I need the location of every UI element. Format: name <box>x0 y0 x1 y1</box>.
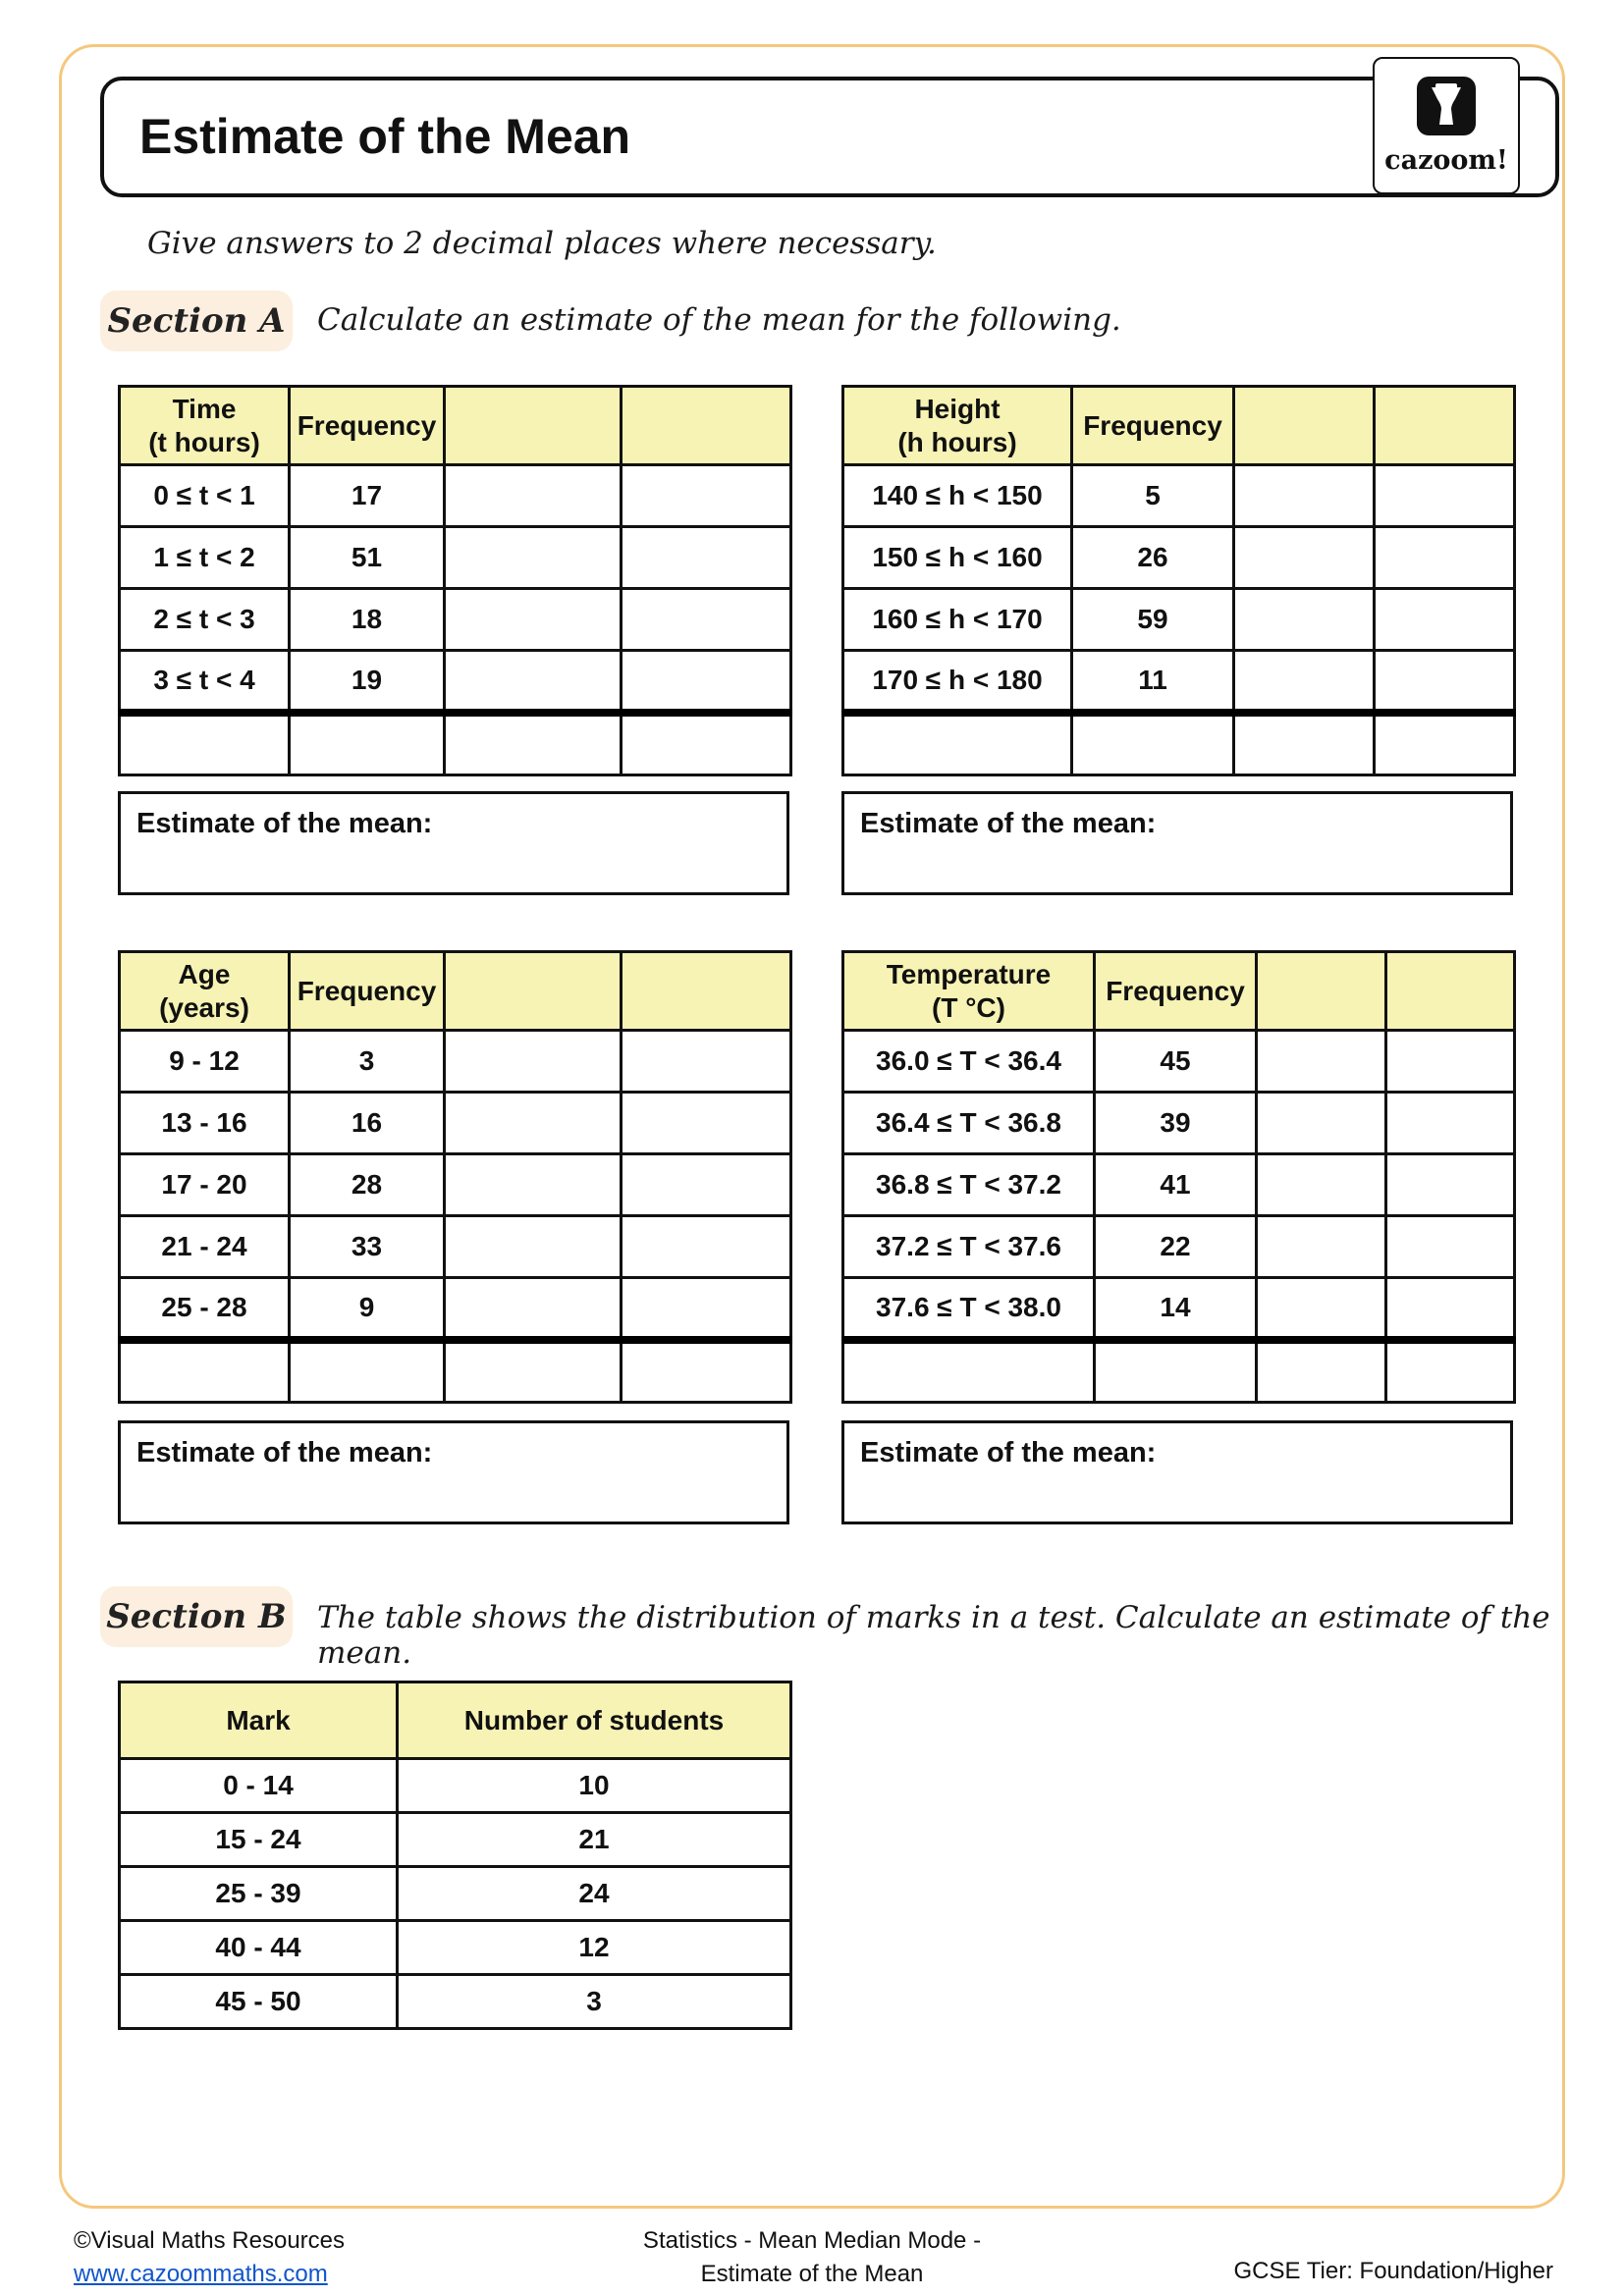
class-interval-cell: 13 - 16 <box>120 1093 290 1154</box>
table-row <box>843 1278 1515 1340</box>
blank-cell <box>1375 465 1515 527</box>
column-header-blank <box>622 387 791 465</box>
column-header-blank <box>1234 387 1375 465</box>
blank-cell <box>622 465 791 527</box>
frequency-cell: 59 <box>1072 589 1234 651</box>
blank-cell <box>1234 651 1375 713</box>
class-interval-cell: 40 - 44 <box>120 1921 398 1975</box>
blank-cell <box>843 713 1072 775</box>
blank-cell <box>1234 589 1375 651</box>
blank-cell <box>622 1031 791 1093</box>
blank-cell <box>445 1278 622 1340</box>
blank-cell <box>1257 1093 1386 1154</box>
blank-cell <box>1386 1093 1515 1154</box>
table-row <box>843 1154 1515 1216</box>
class-interval-cell: 21 - 24 <box>120 1216 290 1278</box>
column-header-blank <box>1257 952 1386 1031</box>
blank-cell <box>445 713 622 775</box>
frequency-cell: 33 <box>290 1216 445 1278</box>
column-header: Number of students <box>398 1682 791 1759</box>
table-row <box>120 651 791 713</box>
footer-center-line1: Statistics - Mean Median Mode - <box>642 2227 982 2254</box>
table-row <box>120 1975 791 2029</box>
class-interval-cell: 45 - 50 <box>120 1975 398 2029</box>
frequency-cell: 45 <box>1095 1031 1257 1093</box>
blank-cell <box>622 651 791 713</box>
frequency-cell: 9 <box>290 1278 445 1340</box>
column-header-blank <box>1375 387 1515 465</box>
blank-cell <box>1257 1154 1386 1216</box>
frequency-cell: 17 <box>290 465 445 527</box>
table-row <box>120 1759 791 1813</box>
blank-cell <box>1234 465 1375 527</box>
frequency-cell: 3 <box>398 1975 791 2029</box>
table-row <box>843 1216 1515 1278</box>
blank-cell <box>1257 1340 1386 1403</box>
blank-cell <box>445 1031 622 1093</box>
frequency-cell: 24 <box>398 1867 791 1921</box>
estimate-label: Estimate of the mean: <box>860 1437 1157 1468</box>
table-row <box>120 1154 791 1216</box>
table-row <box>120 465 791 527</box>
header-row <box>843 387 1515 465</box>
table-row <box>843 1031 1515 1093</box>
footer-link[interactable]: www.cazoommaths.com <box>74 2261 328 2287</box>
frequency-cell: 14 <box>1095 1278 1257 1340</box>
blank-cell <box>445 465 622 527</box>
blank-cell <box>445 1216 622 1278</box>
totals-row <box>120 1340 791 1403</box>
class-interval-cell: 37.6 ≤ T < 38.0 <box>843 1278 1095 1340</box>
class-interval-cell: 150 ≤ h < 160 <box>843 527 1072 589</box>
class-interval-cell: 0 ≤ t < 1 <box>120 465 290 527</box>
title-box <box>100 77 1559 197</box>
totals-row <box>843 1340 1515 1403</box>
frequency-cell: 12 <box>398 1921 791 1975</box>
frequency-table-temperature <box>841 950 1516 1404</box>
frequency-table-age <box>118 950 792 1404</box>
column-header-blank <box>622 952 791 1031</box>
table-row <box>843 1093 1515 1154</box>
blank-cell <box>1234 713 1375 775</box>
frequency-cell: 51 <box>290 527 445 589</box>
class-interval-cell: 1 ≤ t < 2 <box>120 527 290 589</box>
table-row <box>120 1813 791 1867</box>
footer-center <box>643 2224 981 2291</box>
footer-copyright: ©Visual Maths Resources <box>74 2227 346 2254</box>
class-interval-cell: 160 ≤ h < 170 <box>843 589 1072 651</box>
table-row <box>120 1921 791 1975</box>
table-row <box>120 1031 791 1093</box>
blank-cell <box>622 1340 791 1403</box>
estimate-box-temperature <box>841 1420 1513 1524</box>
frequency-table-height <box>841 385 1516 776</box>
blank-cell <box>1386 1154 1515 1216</box>
blank-cell <box>622 527 791 589</box>
table-row <box>843 589 1515 651</box>
blank-cell <box>843 1340 1095 1403</box>
frequency-cell: 39 <box>1095 1093 1257 1154</box>
cazoom-wordmark: cazoom! <box>1384 145 1508 176</box>
class-interval-cell: 9 - 12 <box>120 1031 290 1093</box>
blank-cell <box>622 1216 791 1278</box>
blank-cell <box>622 713 791 775</box>
blank-cell <box>1257 1031 1386 1093</box>
class-interval-cell: 25 - 28 <box>120 1278 290 1340</box>
column-header: Frequency <box>290 387 445 465</box>
column-header: Frequency <box>1095 952 1257 1031</box>
blank-cell <box>445 1154 622 1216</box>
column-header: Time (t hours) <box>120 387 290 465</box>
estimate-label: Estimate of the mean: <box>136 808 433 839</box>
cazoom-logo <box>1373 57 1520 194</box>
estimate-label: Estimate of the mean: <box>136 1437 433 1468</box>
column-header-blank <box>445 387 622 465</box>
column-header: Frequency <box>290 952 445 1031</box>
blank-cell <box>445 651 622 713</box>
column-header: Frequency <box>1072 387 1234 465</box>
class-interval-cell: 170 ≤ h < 180 <box>843 651 1072 713</box>
blank-cell <box>1375 589 1515 651</box>
footer-tier: GCSE Tier: Foundation/Higher <box>1233 2258 1553 2284</box>
class-interval-cell: 36.8 ≤ T < 37.2 <box>843 1154 1095 1216</box>
frequency-table-time <box>118 385 792 776</box>
frequency-cell: 3 <box>290 1031 445 1093</box>
blank-cell <box>622 589 791 651</box>
page-title: Estimate of the Mean <box>139 109 631 164</box>
class-interval-cell: 36.0 ≤ T < 36.4 <box>843 1031 1095 1093</box>
estimate-box-time <box>118 791 789 895</box>
totals-row <box>843 713 1515 775</box>
instruction-text: Give answers to 2 decimal places where necessary. <box>147 226 937 261</box>
header-row <box>120 952 791 1031</box>
blank-cell <box>445 589 622 651</box>
header-row <box>120 1682 791 1759</box>
frequency-cell: 11 <box>1072 651 1234 713</box>
blank-cell <box>1257 1278 1386 1340</box>
estimate-box-age <box>118 1420 789 1524</box>
table-row <box>843 651 1515 713</box>
blank-cell <box>1257 1216 1386 1278</box>
footer-copyright-block <box>74 2224 345 2291</box>
class-interval-cell: 37.2 ≤ T < 37.6 <box>843 1216 1095 1278</box>
estimate-label: Estimate of the mean: <box>860 808 1157 839</box>
class-interval-cell: 15 - 24 <box>120 1813 398 1867</box>
frequency-cell: 5 <box>1072 465 1234 527</box>
table-row <box>843 465 1515 527</box>
blank-cell <box>1386 1031 1515 1093</box>
blank-cell <box>1386 1216 1515 1278</box>
class-interval-cell: 3 ≤ t < 4 <box>120 651 290 713</box>
frequency-cell: 16 <box>290 1093 445 1154</box>
section-a-label: Section A <box>100 291 293 351</box>
column-header-blank <box>445 952 622 1031</box>
table-row <box>120 1093 791 1154</box>
cazoom-icon <box>1416 76 1477 141</box>
table-row <box>120 589 791 651</box>
class-interval-cell: 0 - 14 <box>120 1759 398 1813</box>
frequency-cell: 41 <box>1095 1154 1257 1216</box>
frequency-cell: 21 <box>398 1813 791 1867</box>
header-row <box>843 952 1515 1031</box>
table-row <box>120 527 791 589</box>
frequency-cell: 19 <box>290 651 445 713</box>
section-a-prompt: Calculate an estimate of the mean for the following. <box>317 302 1121 338</box>
section-b-label: Section B <box>100 1586 293 1647</box>
blank-cell <box>1095 1340 1257 1403</box>
column-header: Mark <box>120 1682 398 1759</box>
column-header: Temperature (T °C) <box>843 952 1095 1031</box>
table-row <box>120 1216 791 1278</box>
frequency-cell: 26 <box>1072 527 1234 589</box>
table-row <box>120 1867 791 1921</box>
class-interval-cell: 2 ≤ t < 3 <box>120 589 290 651</box>
totals-row <box>120 713 791 775</box>
class-interval-cell: 25 - 39 <box>120 1867 398 1921</box>
footer-center-line2: Estimate of the Mean <box>700 2261 924 2287</box>
marks-table <box>118 1681 792 2030</box>
column-header: Age (years) <box>120 952 290 1031</box>
blank-cell <box>622 1093 791 1154</box>
blank-cell <box>1386 1278 1515 1340</box>
blank-cell <box>120 713 290 775</box>
estimate-box-height <box>841 791 1513 895</box>
blank-cell <box>445 1340 622 1403</box>
blank-cell <box>1386 1340 1515 1403</box>
class-interval-cell: 36.4 ≤ T < 36.8 <box>843 1093 1095 1154</box>
blank-cell <box>120 1340 290 1403</box>
column-header-blank <box>1386 952 1515 1031</box>
blank-cell <box>622 1278 791 1340</box>
blank-cell <box>1375 651 1515 713</box>
table-row <box>843 527 1515 589</box>
blank-cell <box>445 527 622 589</box>
class-interval-cell: 140 ≤ h < 150 <box>843 465 1072 527</box>
class-interval-cell: 17 - 20 <box>120 1154 290 1216</box>
blank-cell <box>290 713 445 775</box>
frequency-cell: 28 <box>290 1154 445 1216</box>
blank-cell <box>1072 713 1234 775</box>
section-b-prompt: The table shows the distribution of marks in a test. Calculate an estimate of the mean. <box>317 1600 1550 1671</box>
blank-cell <box>290 1340 445 1403</box>
blank-cell <box>1375 527 1515 589</box>
frequency-cell: 22 <box>1095 1216 1257 1278</box>
frequency-cell: 10 <box>398 1759 791 1813</box>
table-row <box>120 1278 791 1340</box>
blank-cell <box>445 1093 622 1154</box>
column-header: Height (h hours) <box>843 387 1072 465</box>
blank-cell <box>1375 713 1515 775</box>
frequency-cell: 18 <box>290 589 445 651</box>
blank-cell <box>1234 527 1375 589</box>
header-row <box>120 387 791 465</box>
blank-cell <box>622 1154 791 1216</box>
